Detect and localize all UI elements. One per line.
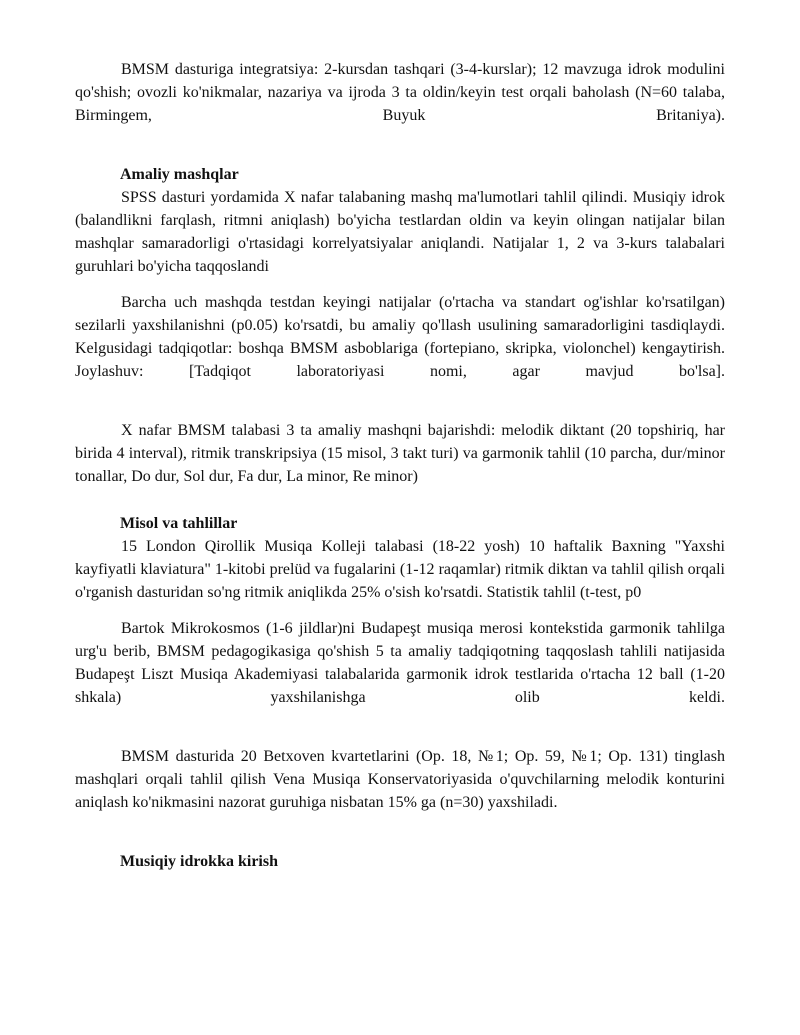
paragraph-results: Barcha uch mashqda testdan keyingi natijalar (o'rtacha va standart og'ishlar ko'rsatilgan) sezilarli yaxshilanishni (p0.05) ko'rsatdi, bu amaliy qo'llash usulining samaradorligini tasdiqlaydi. Kelgusidagi tadqiqotlar: boshqa BMSM asboblariga (fortepiano, skripka, violonchel) kengaytirish. Joylashuv: [Tadqiqot laboratoriyasi nomi, agar mavjud bo'lsa].	[75, 294, 725, 380]
paragraph-exercises: X nafar BMSM talabasi 3 ta amaliy mashqni bajarishdi: melodik diktant (20 topshiriq, har birida 4 interval), ritmik transkripsiya (15 misol, 3 takt turi) va garmonik tahlil (10 parcha, dur/minor tonallar, Do dur, Sol dur, Fa dur, La minor, Re minor)	[75, 422, 725, 485]
paragraph-bartok-study: Bartok Mikrokosmos (1-6 jildlar)ni Budapeşt musiqa merosi kontekstida garmonik tahlilga urg'u berib, BMSM pedagogikasiga qo'shish 5 ta amaliy tadqiqotning taqqoslash tahlili natijasida Budapeşt Liszt Musiqa Akademiyasi talabalarida garmonik idrok testlarida o'rtacha 12 ball (1-20 shkala) yaxshilanishga olib keldi.	[75, 620, 725, 706]
heading-musiqiy-idrokka-kirish: Musiqiy idrokka kirish	[120, 853, 278, 870]
paragraph-spss-analysis: SPSS dasturi yordamida X nafar talabaning mashq ma'lumotlari tahlil qilindi. Musiqiy idrok (balandlikni farqlash, ritmni aniqlash) bo'yicha testlardan oldin va keyin olingan natijalar bilan mashqlar samaradorligi o'rtasidagi korrelyatsiyalar aniqlandi. Natijalar 1, 2 va 3-kurs talabalari guruhlari bo'yicha taqqoslandi	[75, 189, 725, 275]
paragraph-beethoven-study: BMSM dasturida 20 Betxoven kvartetlarini (Op. 18, №1; Op. 59, №1; Op. 131) tinglash mashqlari orqali tahlil qilish Vena Musiqa Konservatoriyasida o'quvchilarning melodik konturini aniqlash ko'nikmasini nazorat guruhiga nisbatan 15% ga (n=30) yaxshiladi.	[75, 748, 725, 811]
heading-misol-va-tahlillar: Misol va tahlillar	[120, 515, 238, 532]
document-page	[75, 58, 725, 873]
heading-amaliy-mashqlar: Amaliy mashqlar	[120, 166, 239, 183]
paragraph-london-study: 15 London Qirollik Musiqa Kolleji talabasi (18-22 yosh) 10 haftalik Baxning "Yaxshi kayfiyatli klaviatura" 1-kitobi prelüd va fugalarini (1-12 raqamlar) ritmik diktan va tahlil qilish orqali o'rganish dasturidan so'ng ritmik aniqlikda 25% o'sish ko'rsatdi. Statistik tahlil (t-test, p0	[75, 538, 725, 601]
paragraph-integration: BMSM dasturiga integratsiya: 2-kursdan tashqari (3-4-kurslar); 12 mavzuga idrok modulini qo'shish; ovozli ko'nikmalar, nazariya va ijroda 3 ta oldin/keyin test orqali baholash (N=60 talaba, Birmingem, Buyuk Britaniya).	[75, 61, 725, 124]
